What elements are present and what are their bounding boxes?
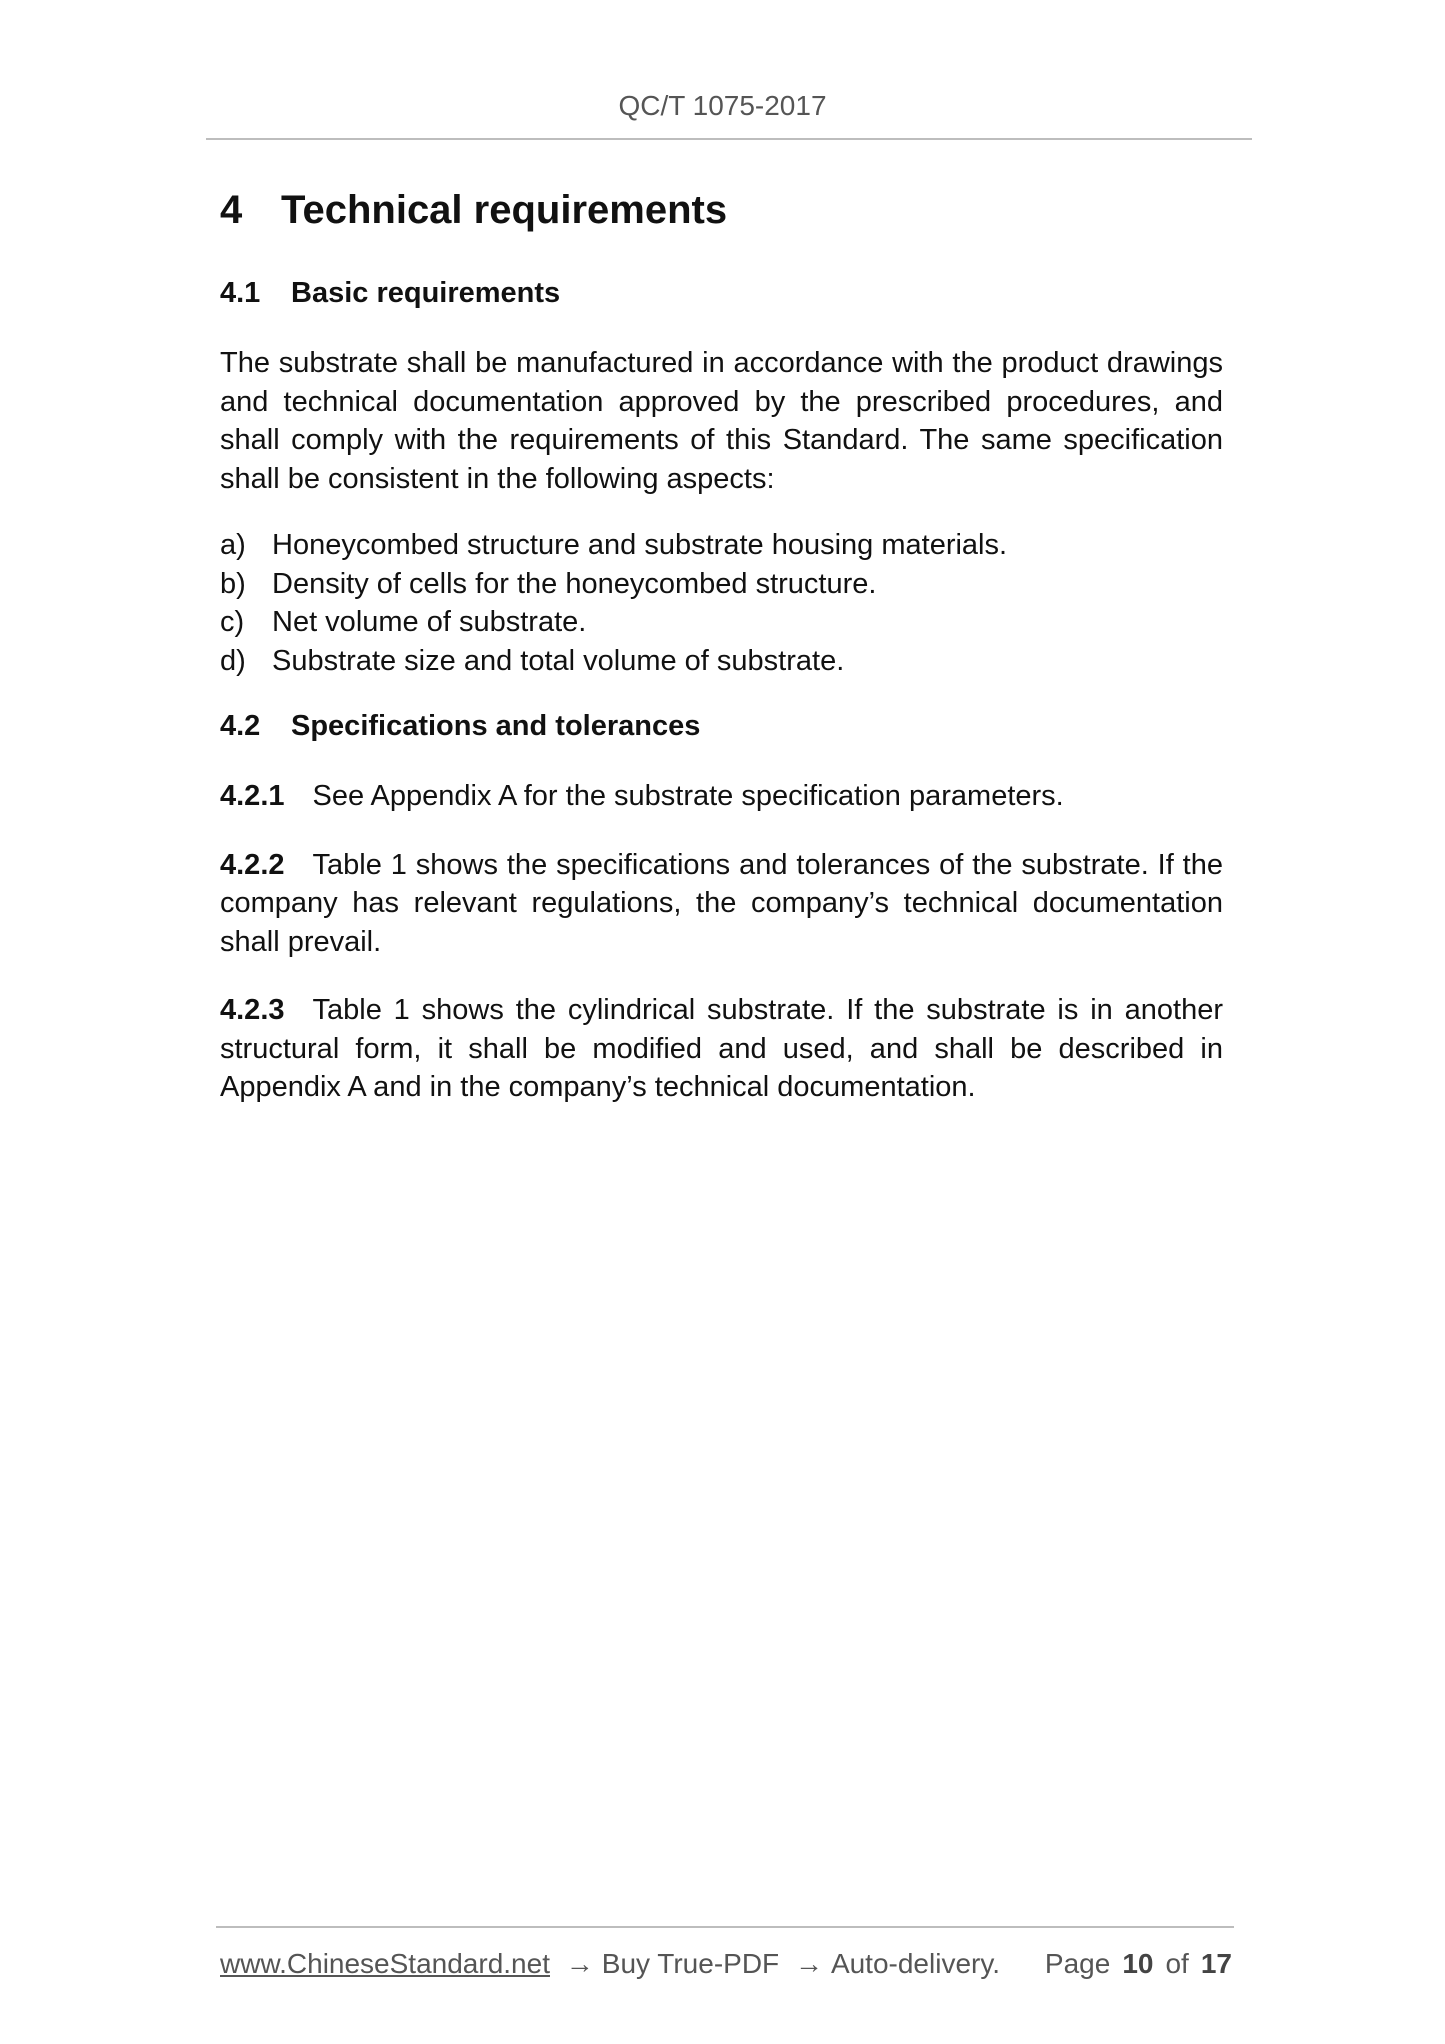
list-marker: a) (220, 529, 246, 561)
list-item (220, 642, 1223, 681)
subsection-title: Specifications and tolerances (291, 710, 701, 742)
list-marker: d) (220, 644, 246, 677)
clause-text: Table 1 shows the specifications and tolerances of the substrate. If the company has relevant regulations, the company’s technical documentation shall prevail. (220, 848, 1223, 958)
list-item (220, 565, 1223, 604)
clause-number: 4.2.3 (220, 994, 285, 1026)
of-label: of (1165, 1948, 1189, 1979)
clause-text: See Appendix A for the substrate specification parameters. (312, 780, 1064, 812)
auto-delivery-text: Auto-delivery. (830, 1948, 1001, 1979)
subsection-number: 4.2 (220, 710, 261, 742)
clause-number: 4.2.1 (220, 780, 285, 812)
list-text: Density of cells for the honeycombed structure. (272, 567, 877, 600)
subsection-number: 4.1 (220, 277, 261, 309)
list-item (220, 526, 1223, 565)
clause-4-2-3 (220, 991, 1223, 1107)
basic-requirements-paragraph: The substrate shall be manufactured in accordance with the product drawings and technical documentation approved by the prescribed procedures, and shall comply with the requirements of this Standard. The same specification shall be consistent in the following aspects: (220, 347, 1223, 495)
aspects-list (220, 526, 1223, 680)
footer-divider (216, 1926, 1234, 1928)
page-number (1045, 1948, 1232, 1980)
buy-text: Buy True-PDF (601, 1948, 780, 1979)
section-title: Technical requirements (281, 188, 728, 232)
arrow-right-icon: → (565, 1948, 594, 1979)
section-heading (220, 188, 1223, 233)
clause-text: Table 1 shows the cylindrical substrate. If the substrate is in another structural form, it shall be modified and used, and shall be described in Appendix A and in the company’s technical documentation. (220, 994, 1223, 1103)
total-pages: 17 (1200, 1948, 1232, 1979)
page-footer (220, 1948, 1232, 1980)
header-divider (206, 138, 1252, 140)
clause-4-2-1 (220, 777, 1223, 816)
page-label: Page (1044, 1948, 1111, 1979)
page-content (220, 188, 1223, 1137)
list-text: Honeycombed structure and substrate housing materials. (272, 529, 1008, 561)
section-number: 4 (220, 188, 243, 232)
subsection-heading-4-1 (220, 277, 1223, 310)
footer-promo (220, 1948, 1000, 1980)
list-text: Net volume of substrate. (272, 606, 587, 638)
clause-number: 4.2.2 (220, 848, 285, 881)
website-link[interactable]: www.ChineseStandard.net (220, 1948, 550, 1979)
list-marker: c) (220, 606, 245, 638)
list-marker: b) (220, 567, 246, 600)
current-page: 10 (1122, 1948, 1154, 1979)
subsection-title: Basic requirements (291, 277, 561, 309)
arrow-right-icon: → (794, 1948, 823, 1979)
clause-4-2-2 (220, 846, 1223, 962)
document-code: QC/T 1075-2017 (618, 90, 827, 121)
subsection-heading-4-2 (220, 710, 1223, 743)
list-text: Substrate size and total volume of substrate. (272, 644, 845, 677)
list-item (220, 603, 1223, 642)
